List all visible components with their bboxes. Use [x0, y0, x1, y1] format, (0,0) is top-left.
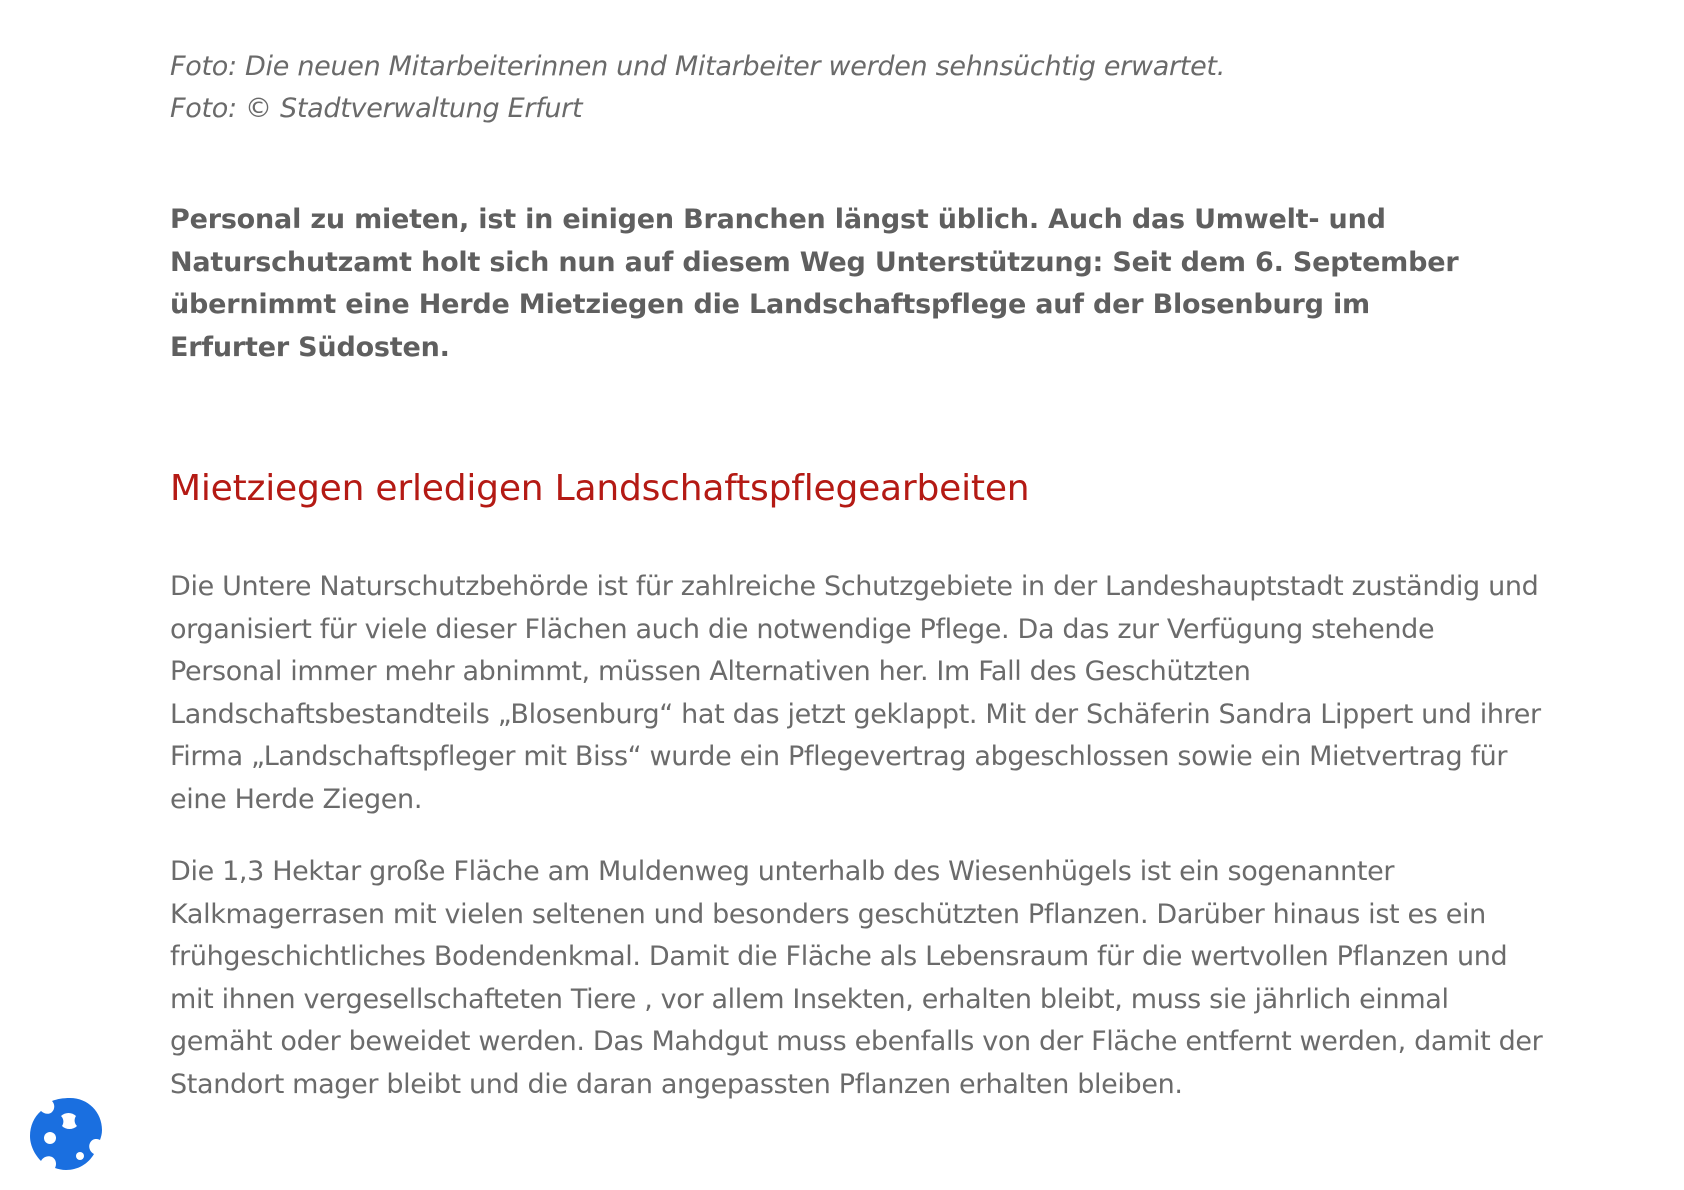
photo-credit: Foto: © Stadtverwaltung Erfurt	[170, 93, 583, 124]
article-paragraph: Die 1,3 Hektar große Fläche am Muldenweg unterhalb des Wiesenhügels ist ein sogenannter Kalkmagerrasen mit vielen seltenen und besonders geschützten Pflanzen. Darüber hinaus ist es ein frühgeschichtliches Bodendenkmal. Damit die Fläche als Lebensraum für die wertvollen Pflanzen und mit ihnen vergesellschafteten Tiere , vor allem Insekten, erhalten bleibt, muss sie jährlich einmal gemäht oder beweidet werden. Das Mahdgut muss ebenfalls von der Fläche entfernt werden, damit der Standort mager bleibt und die daran angepassten Pflanzen erhalten bleiben.	[170, 856, 1543, 1100]
cookie-consent-icon	[28, 1096, 104, 1172]
photo-caption-text: Foto: Die neuen Mitarbeiterinnen und Mitarbeiter werden sehnsüchtig erwartet.	[170, 51, 1225, 82]
article-lead: Personal zu mieten, ist in einigen Branchen längst üblich. Auch das Umwelt- und Naturschutzamt holt sich nun auf diesem Weg Unterstützung: Seit dem 6. September übernimmt eine Herde Mietziegen die Landschaftspflege auf der Blosenburg im Erfurter Südosten.	[170, 204, 1459, 363]
cookie-consent-button[interactable]	[28, 1096, 104, 1172]
article-paragraph: Die Untere Naturschutzbehörde ist für zahlreiche Schutzgebiete in der Landeshauptstadt zuständig und organisiert für viele dieser Flächen auch die notwendige Pflege. Da das zur Verfügung stehende Personal immer mehr abnimmt, müssen Alternativen her. Im Fall des Geschützten Landschaftsbestandteils „Blosenburg“ hat das jetzt geklappt. Mit der Schäferin Sandra Lippert und ihrer Firma „Landschaftspfleger mit Biss“ wurde ein Pflegevertrag abgeschlossen sowie ein Mietvertrag für eine Herde Ziegen.	[170, 571, 1541, 815]
section-heading: Mietziegen erledigen Landschaftspflegearbeiten	[170, 468, 1030, 509]
photo-caption	[170, 46, 1550, 130]
article-content	[170, 46, 1550, 1106]
